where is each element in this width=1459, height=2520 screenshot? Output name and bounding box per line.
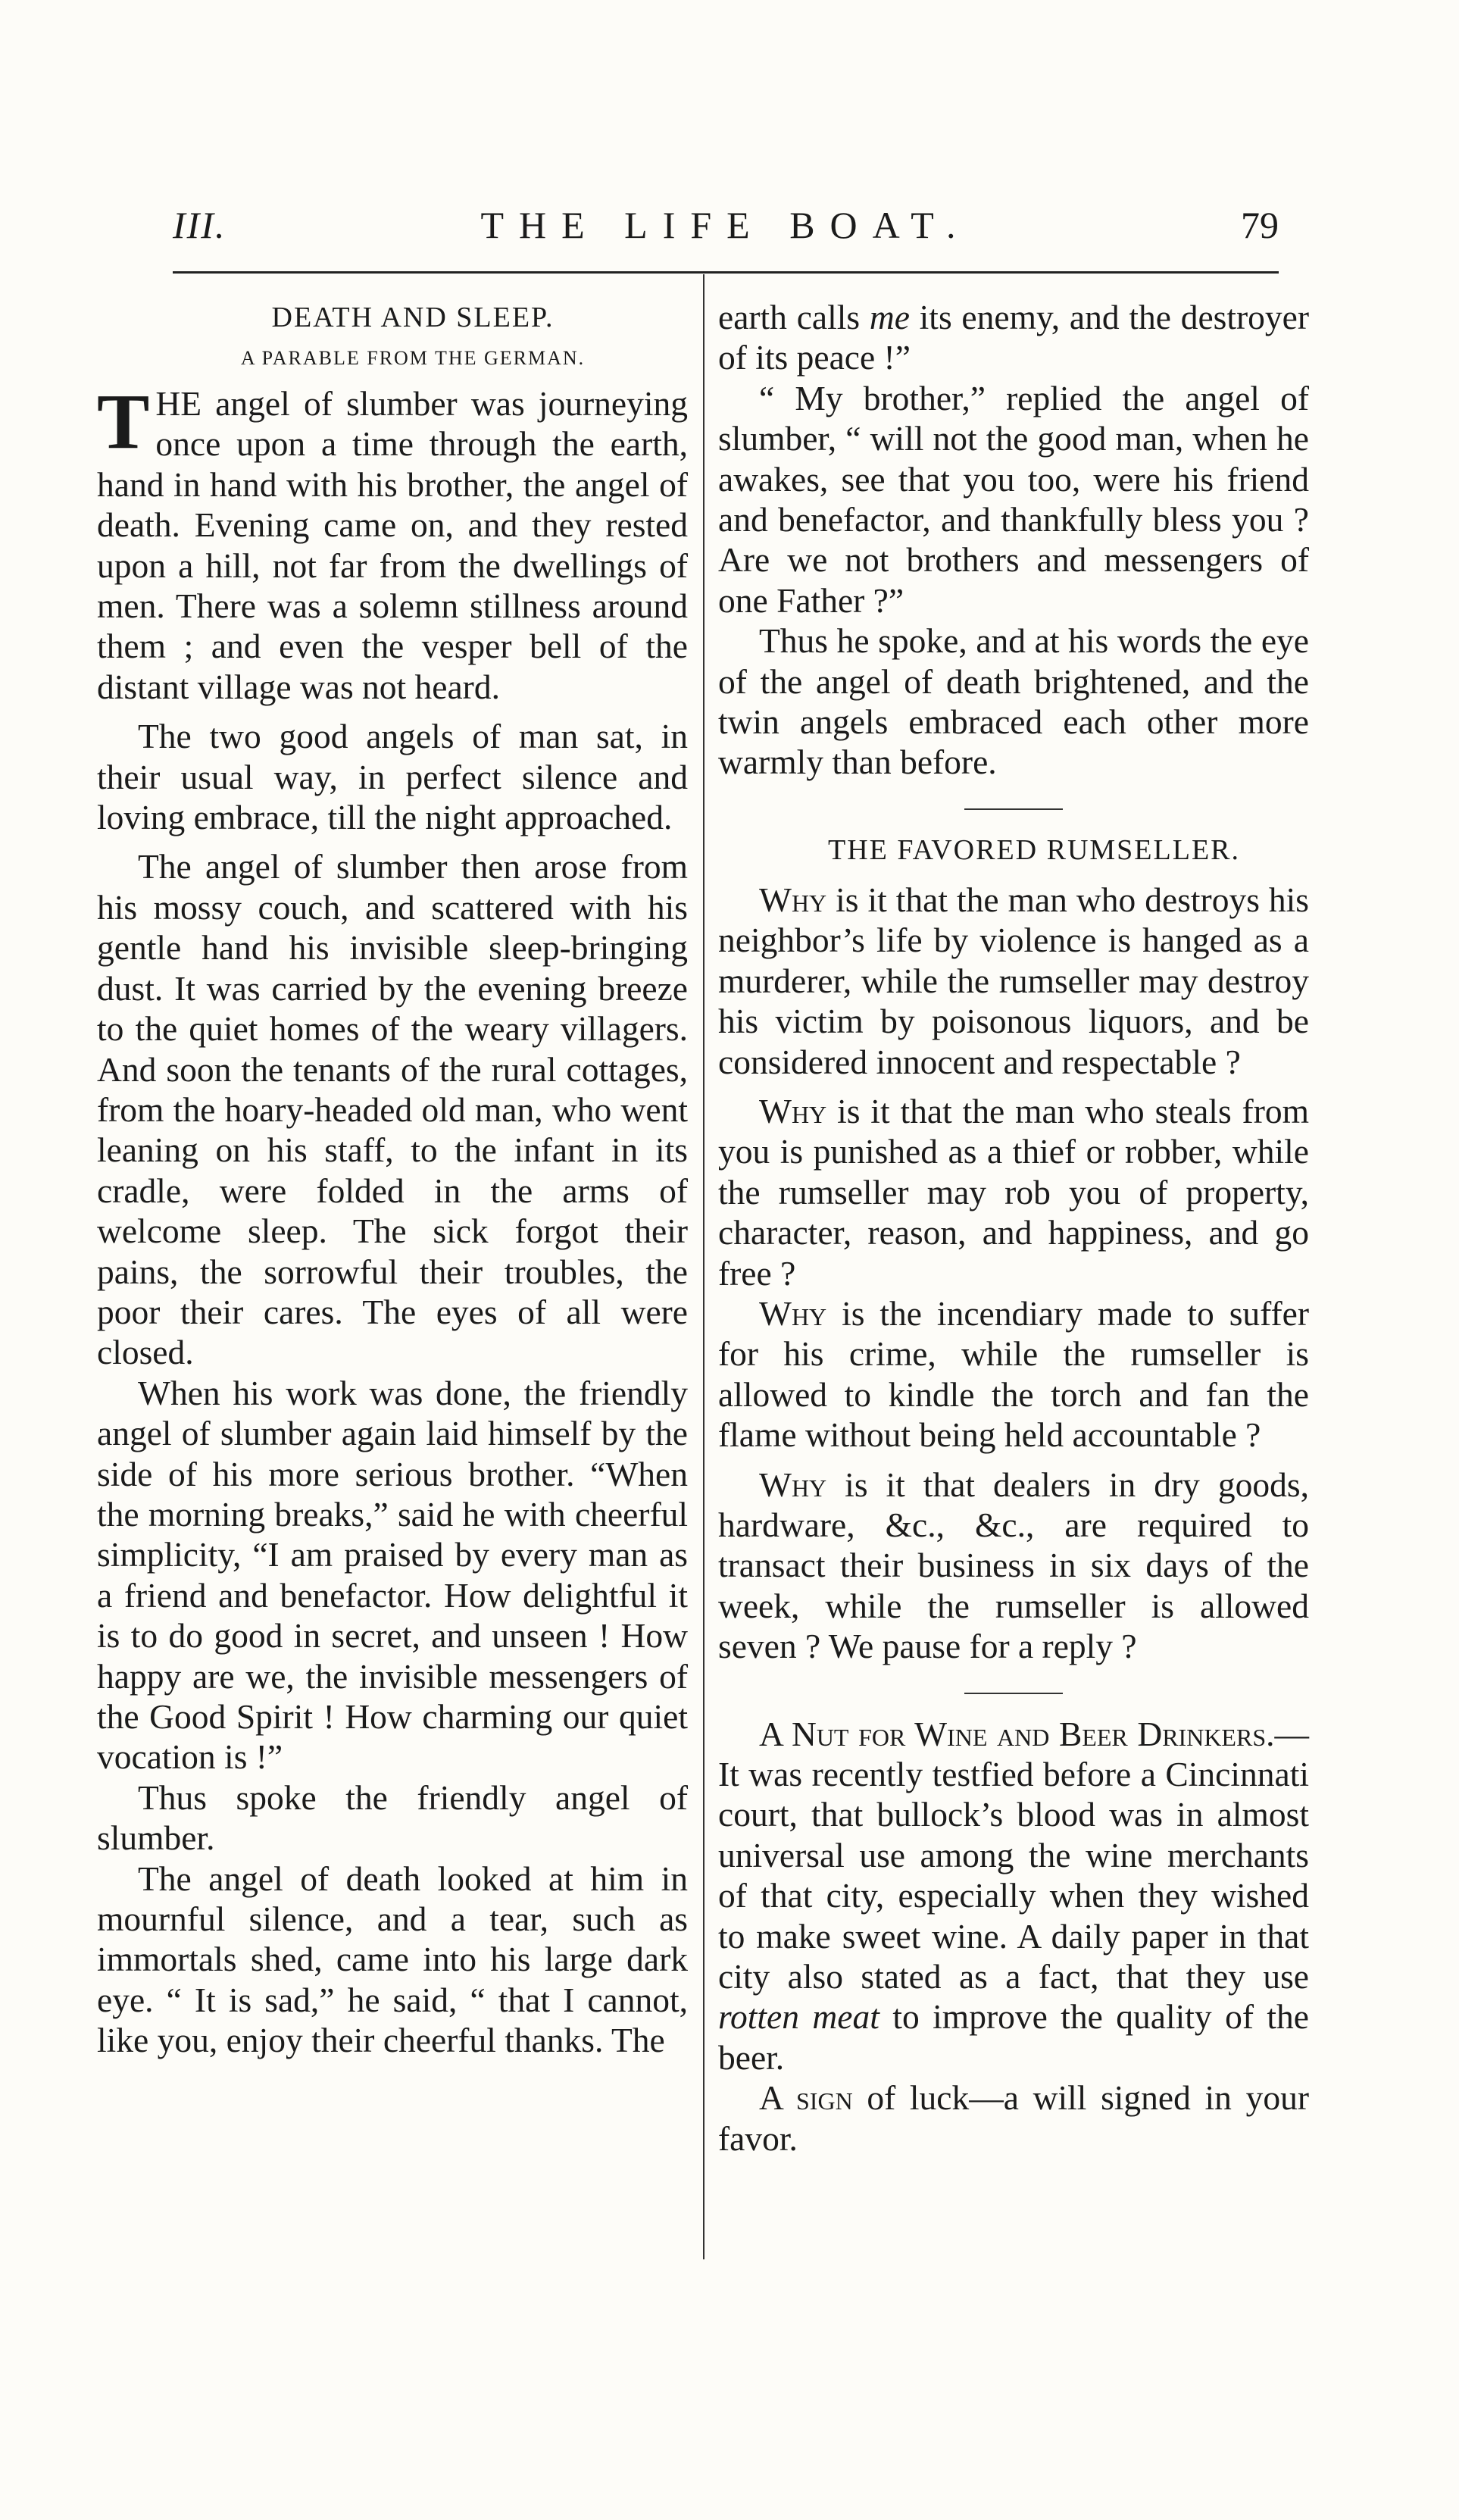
sign-label: A sign [759, 2078, 853, 2118]
sign-text: of luck—a will signed in your favor. [718, 2078, 1309, 2158]
nut-paragraph [718, 1714, 1309, 2078]
sign-paragraph [718, 2078, 1309, 2159]
paragraph-3: The angel of slumber then arose from his mossy couch, and scattered with his gentle hand his invisible sleep-bringing dust. It was carried by the evening breeze to the quiet homes of the weary villagers. And soon the tenants of the rural cottages, from the hoary-headed old man, who went leaning on his staff, to the infant in its cradle, were folded in the arms of welcome sleep. The sick forgot their pains, the sorrowful their troubles, the poor their cares. The eyes of all were closed. [97, 847, 688, 1372]
continuation-text-b: its enemy, and the destroyer of its peace !” [718, 298, 1309, 377]
reply-paragraph: “ My brother,” replied the angel of slumber, “ will not the good man, when he awakes, see that you too, were his friend and benefactor, and thankfully bless you ? Are we not brothers and messengers of one Father ?” [718, 378, 1309, 620]
page-number: 79 [1241, 204, 1279, 246]
question-3 [718, 1293, 1309, 1455]
question-3-text: is the incendiary made to suffer for his crime, while the rumseller is allowed to kindle the torch and fan the flame without being held accountable ? [718, 1293, 1309, 1455]
section-rule [964, 808, 1063, 810]
paragraph-6: The angel of death looked at him in mournful silence, and a tear, such as immortals shed, came into his large dark eye. “ It is sad,” he said, “ that I cannot, like you, enjoy their cheerful thanks. The [97, 1859, 688, 2060]
why-label: Why [759, 1091, 827, 1130]
page-title: THE LIFE BOAT. [480, 204, 971, 246]
question-4 [718, 1465, 1309, 1667]
article-title-death-and-sleep: DEATH AND SLEEP. [271, 302, 555, 333]
question-1 [718, 880, 1309, 1082]
nut-text-a: —It was recently testfied before a Cincinnati court, that bullock’s blood was in almost universal use among the wine merchants of that city, especially when they wished to make sweet wine. A daily paper in that city also stated as a fact, that they use [718, 1714, 1309, 1996]
nut-text-b: to improve the quality of the beer. [718, 1997, 1309, 2077]
why-label: Why [759, 880, 827, 919]
article-subtitle: A PARABLE FROM THE GERMAN. [240, 347, 586, 369]
continuation-paragraph [718, 297, 1309, 378]
header-rule [173, 271, 1279, 274]
why-label: Why [759, 1293, 827, 1333]
section-rule [964, 1693, 1063, 1694]
article-title-nut: A Nut for Wine and Beer Drinkers. [759, 1714, 1275, 1753]
paragraph-2: The two good angels of man sat, in their usual way, in perfect silence and loving embrace, till the night approached. [97, 717, 688, 837]
question-4-text: is it that dealers in dry goods, hardware, &c., &c., are required to transact their business in six days of the week, while the rumseller is allowed seven ? We pause for a reply ? [718, 1465, 1309, 1666]
paragraph-1 [97, 378, 688, 707]
question-1-text: is it that the man who destroys his neighbor’s life by violence is hanged as a murderer, while the rumseller may destroy his victim by poisonous liquors, and be considered innocent and respectable ? [718, 880, 1309, 1081]
continuation-text-a: earth calls [718, 298, 870, 336]
column-divider [703, 274, 705, 2259]
paragraph-4: When his work was done, the friendly angel of slumber again laid himself by the side of his more serious brother. “When the morning breaks,” said he with cheerful simplicity, “I am praised by every man as a friend and benefactor. How delightful it is to do good in secret, and unseen ! How happy are we, the invisible messengers of the Good Spirit ! How charming our quiet vocation is !” [97, 1373, 688, 1777]
nut-emphasis: rotten meat [718, 1997, 879, 2037]
why-label: Why [759, 1465, 827, 1504]
article-title-favored-rumseller: THE FAVORED RUMSELLER. [827, 833, 1240, 866]
volume-number: III. [173, 204, 227, 246]
question-2 [718, 1091, 1309, 1293]
paragraph-1-text: HE angel of slumber was journeying once upon a time through the earth, hand in hand with his brother, the angel of death. Evening came on, and they rested upon a hill, not far from the dwellings of men. There was a solemn stillness around them ; and even the vesper bell of the distant village was not heard. [97, 384, 688, 706]
question-2-text: is it that the man who steals from you is punished as a thief or robber, while the rumseller may rob you of property, character, reason, and happiness, and go free ? [718, 1091, 1309, 1293]
running-head [173, 203, 1279, 256]
closing-paragraph: Thus he spoke, and at his words the eye of the angel of death brightened, and the twin angels embraced each other more warmly than before. [718, 621, 1309, 782]
paragraph-5: Thus spoke the friendly angel of slumber. [97, 1777, 688, 1858]
left-column [97, 297, 688, 2061]
drop-cap: T [97, 378, 150, 465]
right-column [718, 297, 1309, 2159]
continuation-emphasis: me [869, 298, 910, 336]
